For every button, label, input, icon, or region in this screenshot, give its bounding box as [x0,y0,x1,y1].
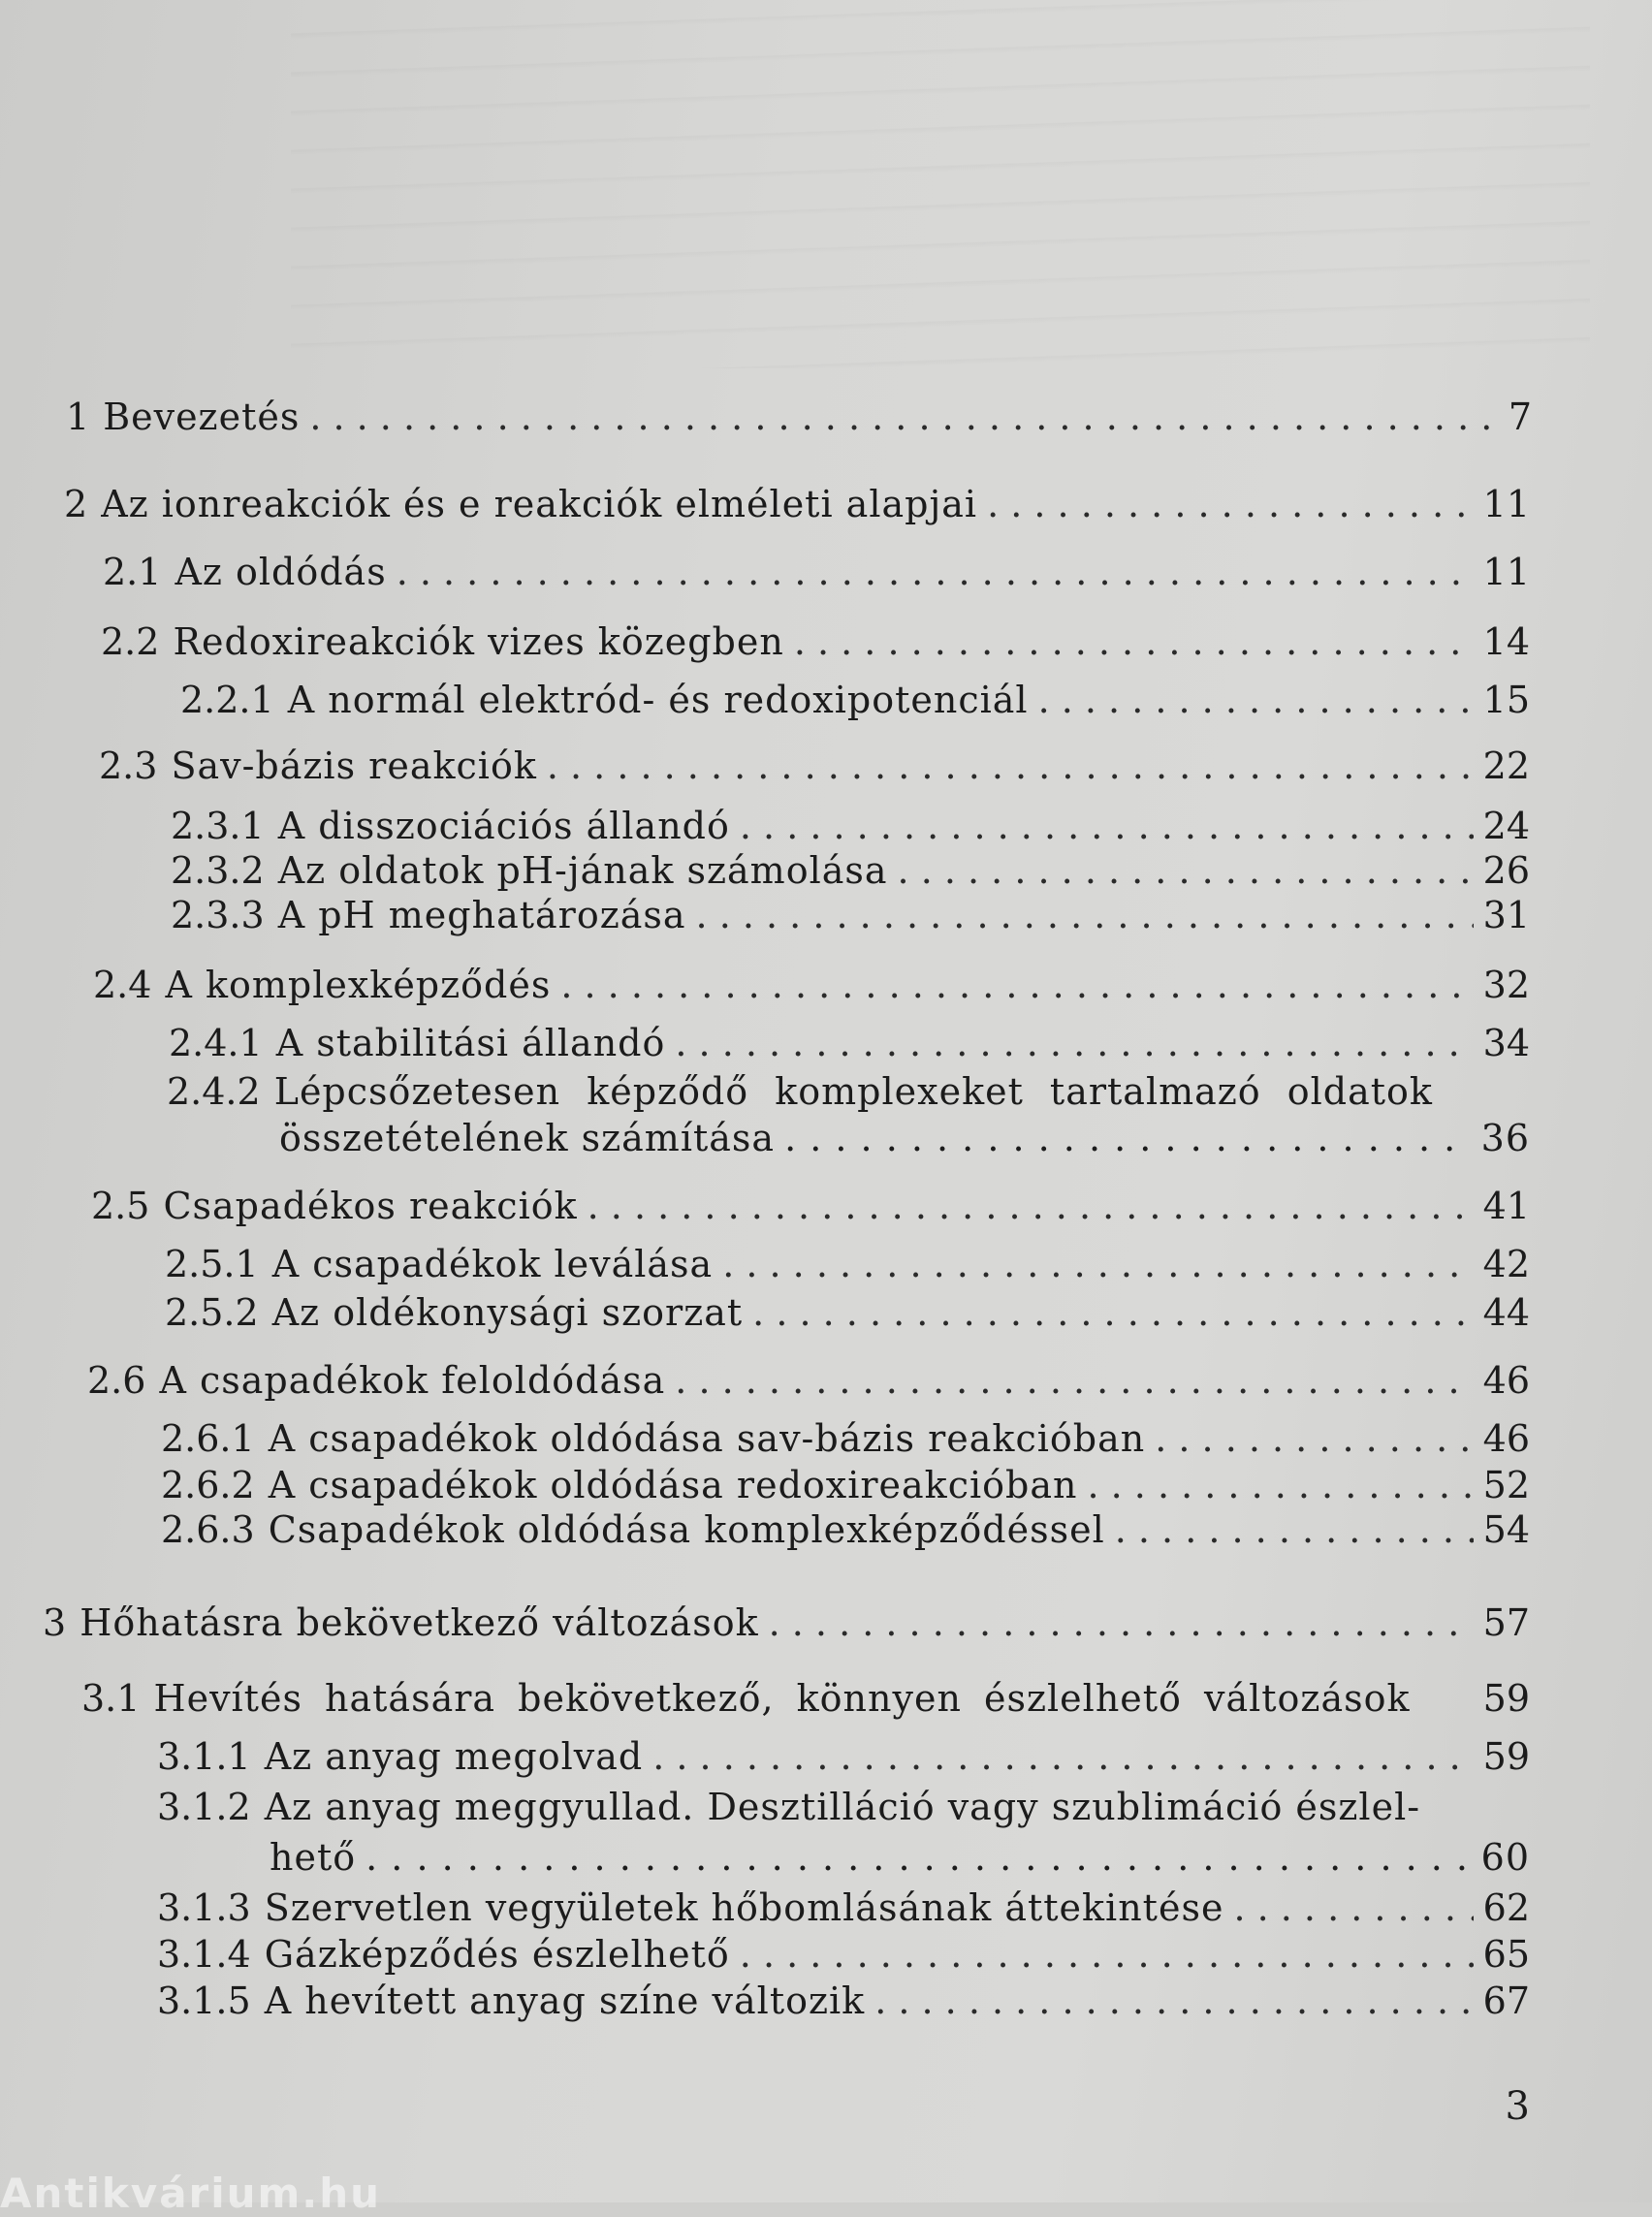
toc-title: A disszociációs állandó [277,805,730,847]
toc-title: A pH meghatározása [277,894,686,936]
watermark: Antikvárium.hu [0,2169,382,2217]
toc-page: 14 [1482,620,1530,663]
dot-leader [675,1022,1473,1064]
toc-title-continued: összetételének számítása [279,1117,776,1159]
toc-entry-2-6-3 [161,1508,1530,1551]
dot-leader [397,551,1474,593]
toc-number: 3.1.2 [157,1786,251,1828]
toc-page: 59 [1482,1735,1530,1778]
toc-number: 2.2 [101,620,160,663]
toc-entry-1 [66,396,1532,438]
toc-page: 31 [1482,894,1530,936]
toc-page: 15 [1482,679,1530,721]
toc-title: Az oldékonysági szorzat [271,1291,744,1334]
dot-leader [722,1243,1473,1285]
toc-title: A csapadékok leválása [271,1243,714,1285]
toc-title: Csapadékos reakciók [163,1185,578,1227]
toc-entry-3-1 [81,1677,1530,1720]
dot-leader [560,964,1473,1006]
toc-entry-2-5-1 [165,1243,1530,1285]
toc-entry-2-1 [103,551,1530,593]
toc-number: 2.4 [93,964,152,1006]
toc-page: 42 [1482,1243,1530,1285]
dot-leader [1155,1417,1473,1460]
toc-page: 52 [1482,1464,1530,1506]
toc-title: Lépcsőzetesen képződő komplexeket tartalmazó oldatok [273,1070,1433,1113]
toc-number: 2.6.3 [161,1508,255,1551]
toc-title: Gázképződés észlelhető [264,1933,730,1976]
toc-number: 3.1.1 [157,1735,251,1778]
toc-entry-3-1-1 [157,1735,1530,1778]
dot-leader [740,1933,1474,1976]
dot-leader [1038,679,1474,721]
toc-number: 1 [66,396,90,438]
toc-entry-2-6 [87,1359,1530,1402]
toc-entry-2-4-1 [169,1022,1530,1064]
toc-entry-2-3-3 [171,894,1530,936]
dot-leader [987,483,1474,525]
toc-entry-3-1-3 [157,1886,1530,1929]
toc-entry-2-2 [101,620,1530,663]
dot-leader [1233,1886,1473,1929]
toc-entry-2-3-2 [171,849,1530,892]
toc-page: 26 [1482,849,1530,892]
dot-leader [588,1185,1474,1227]
dot-leader [309,396,1498,438]
toc-entry-3 [43,1601,1530,1644]
dot-leader [784,1117,1472,1159]
toc-entry-2-5-2 [165,1291,1530,1334]
toc-number: 2.3.3 [171,894,265,936]
toc-title-continued: hető [270,1836,357,1879]
toc-entry-3-1-5 [157,1979,1530,2022]
toc-page: 11 [1482,551,1530,593]
toc-number: 3.1.5 [157,1979,251,2022]
toc-number: 2.1 [103,551,162,593]
toc-page: 41 [1482,1185,1530,1227]
toc-number: 2.3 [99,744,158,787]
toc-title: A csapadékok oldódása redoxireakcióban [268,1464,1078,1506]
toc-page: 54 [1482,1508,1530,1551]
dot-leader [652,1735,1473,1778]
toc-number: 2.3.1 [171,805,265,847]
toc-number: 3 [43,1601,67,1644]
toc-title: Hőhatásra bekövetkező változások [79,1601,759,1644]
toc-number: 3.1.3 [157,1886,251,1929]
toc-page: 62 [1482,1886,1530,1929]
toc-title: Az anyag megolvad [264,1735,644,1778]
page-number: 3 [1505,2084,1530,2129]
toc-entry-2-4-2 [167,1070,1530,1113]
dot-leader [1115,1508,1474,1551]
toc-number: 3.1.4 [157,1933,251,1976]
toc-entry-2-3-1 [171,805,1530,847]
toc-page: 65 [1482,1933,1530,1976]
toc-title: Hevítés hatására bekövetkező, könnyen észlelhető változások [153,1677,1411,1720]
toc-title: Az oldatok pH-jának számolása [277,849,888,892]
toc-number: 2.6.1 [161,1417,255,1460]
toc-page: 67 [1482,1979,1530,2022]
toc-number: 2.5.2 [165,1291,259,1334]
toc-number: 2.2.1 [180,679,274,721]
toc-entry-2-6-2 [161,1464,1530,1506]
toc-title: Sav-bázis reakciók [171,744,537,787]
toc-number: 2.5.1 [165,1243,259,1285]
dot-leader [874,1979,1473,2022]
dot-leader [740,805,1474,847]
toc-number: 2.4.2 [167,1070,261,1113]
toc-page: 32 [1482,964,1530,1006]
dot-leader [547,744,1474,787]
toc-page: 7 [1508,396,1532,438]
toc-page: 46 [1482,1359,1530,1402]
toc-title: A hevített anyag színe változik [264,1979,866,2022]
toc-title: A stabilitási állandó [275,1022,666,1064]
toc-page: 44 [1482,1291,1530,1334]
toc-number: 3.1 [81,1677,141,1720]
toc-entry-2-3 [99,744,1530,787]
toc-title: A komplexképződés [165,964,552,1006]
toc-title: Az ionreakciók és e reakciók elméleti alapjai [101,483,978,525]
dot-leader [752,1291,1473,1334]
toc-number: 2 [64,483,88,525]
toc-page: 11 [1482,483,1530,525]
toc-title: Szervetlen vegyületek hőbomlásának áttekintése [264,1886,1224,1929]
toc-page: 36 [1480,1117,1530,1159]
toc-page: 22 [1482,744,1530,787]
toc-entry-2-4 [93,964,1530,1006]
toc-number: 2.3.2 [171,849,265,892]
dot-leader [696,894,1474,936]
dot-leader [794,620,1474,663]
toc-entry-2 [64,483,1530,525]
toc-title: Az anyag meggyullad. Desztilláció vagy szublimáció észlel- [264,1786,1421,1828]
dot-leader [769,1601,1474,1644]
dot-leader [365,1836,1472,1879]
toc-entry-3-1-2-continued [270,1836,1530,1879]
toc-number: 2.5 [91,1185,150,1227]
toc-entry-2-5 [91,1185,1530,1227]
toc-page: 59 [1482,1677,1530,1720]
toc-page: 46 [1482,1417,1530,1460]
toc-entry-2-2-1 [180,679,1530,721]
toc-number: 2.6 [87,1359,146,1402]
toc-page: 60 [1480,1836,1530,1879]
toc-entry-2-4-2-continued [279,1117,1530,1159]
dot-leader [898,849,1474,892]
toc-title: A csapadékok feloldódása [159,1359,666,1402]
toc-page: 57 [1482,1601,1530,1644]
toc-number: 2.6.2 [161,1464,255,1506]
toc-entry-3-1-2 [157,1786,1530,1828]
toc-title: Redoxireakciók vizes közegben [173,620,784,663]
toc-title: A csapadékok oldódása sav-bázis reakcióban [268,1417,1146,1460]
toc-number: 2.4.1 [169,1022,263,1064]
toc-title: Csapadékok oldódása komplexképződéssel [268,1508,1105,1551]
dot-leader [675,1359,1473,1402]
toc-title: Az oldódás [175,551,387,593]
dot-leader [1087,1464,1473,1506]
toc-entry-3-1-4 [157,1933,1530,1976]
toc-title: Bevezetés [103,396,301,438]
toc-page: 24 [1482,805,1530,847]
toc-title: A normál elektród- és redoxipotenciál [287,679,1029,721]
toc-page: 34 [1482,1022,1530,1064]
toc-entry-2-6-1 [161,1417,1530,1460]
